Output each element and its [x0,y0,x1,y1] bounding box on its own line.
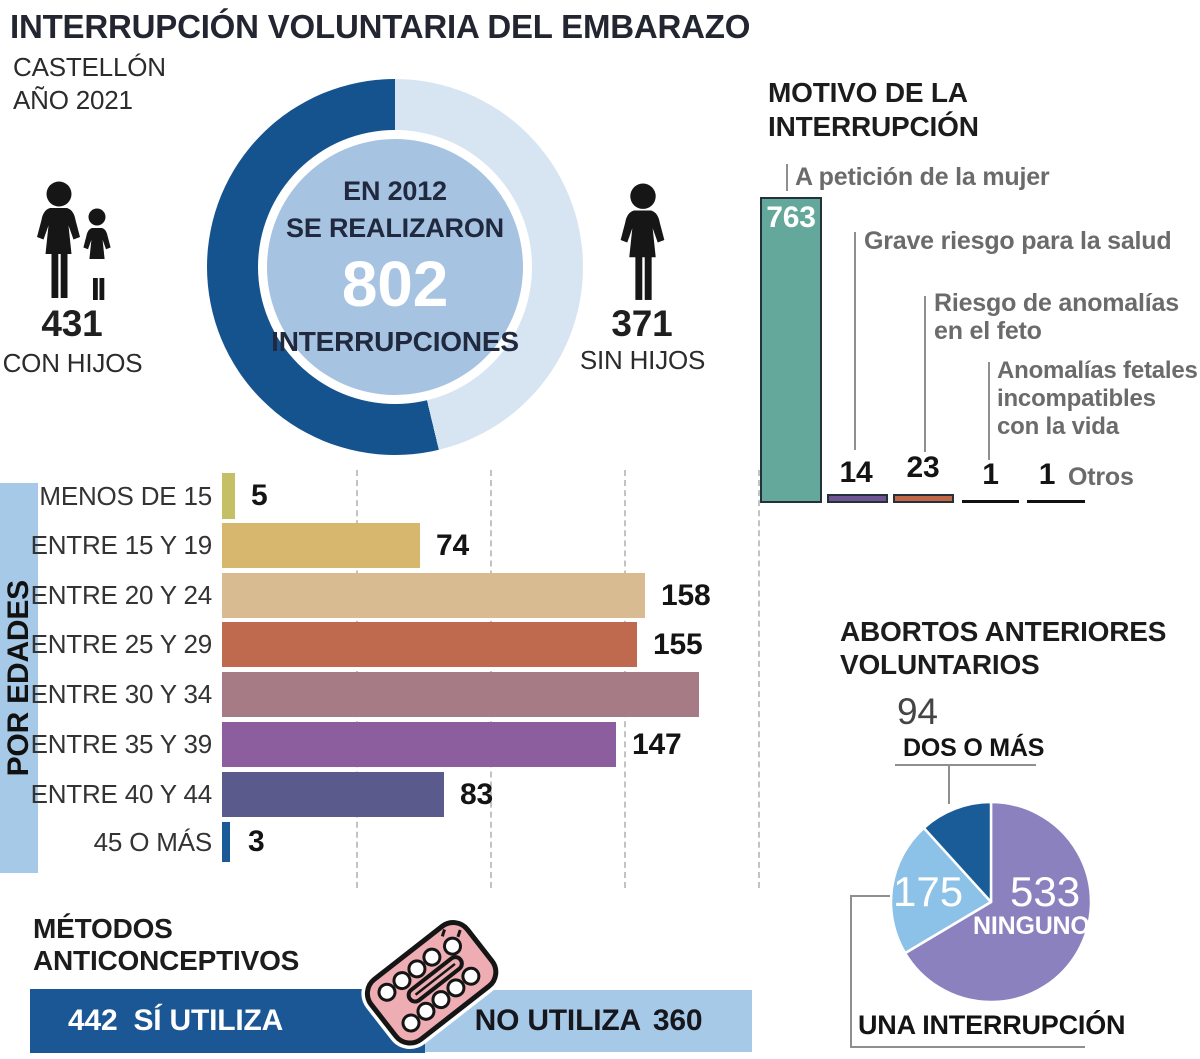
si-utiliza-value: 442 [68,1004,118,1037]
age-row-value: 83 [460,778,493,811]
leader-line [895,764,1036,766]
motivo-title-line2: INTERRUPCIÓN [768,111,979,142]
motivo-label-anomalias-fetales-line1: Anomalías fetales [997,357,1198,384]
gridline [758,470,760,888]
age-row-bar [222,772,444,817]
motivo-label-riesgo-anomalias-line2: en el feto [934,317,1042,345]
pie-una-interrupcion-value: 175 [893,868,964,915]
bar-otros [1027,500,1085,503]
age-row-bar [222,573,645,618]
sin-hijos-value: 371 [611,303,673,344]
donut-center-line1: EN 2012 [343,176,447,206]
leader-line [850,1046,1085,1048]
motivo-label-otros: Otros [1068,463,1134,491]
leader-line [854,232,856,450]
age-row-bar [222,822,230,862]
si-utiliza-label: SÍ UTILIZA [133,1004,284,1037]
pill-blister-icon [352,903,510,1059]
age-row-value: 3 [248,825,265,858]
motivo-label-riesgo-anomalias-line1: Riesgo de anomalías [934,289,1179,317]
motivo-label-peticion: A petición de la mujer [795,163,1050,191]
age-row-value: 5 [251,479,268,512]
subtitle-year: AÑO 2021 [13,85,133,115]
metodos-title-line2: ANTICONCEPTIVOS [33,945,300,976]
motivo-label-anomalias-fetales-line2: incompatibles [997,385,1156,412]
age-row-label: ENTRE 25 Y 29 [30,629,212,659]
leader-line [988,362,990,460]
bar-grave-riesgo-value: 14 [839,456,873,489]
leader-line [850,895,852,1048]
age-row-label: ENTRE 40 Y 44 [30,779,212,809]
subtitle-location: CASTELLÓN [13,52,166,82]
leader-line [850,895,890,897]
motivo-label-riesgo-anomalias [934,289,1179,345]
mother-and-child-icon [30,181,114,303]
woman-icon [612,183,674,303]
age-row-label: ENTRE 15 Y 19 [30,530,212,560]
pie-ninguno-value: 533 [1010,868,1081,915]
leader-line [786,164,788,191]
por-edades-axis-label: POR EDADES [2,579,35,777]
donut-center-line3: INTERRUPCIONES [271,326,519,357]
con-hijos-value: 431 [41,303,103,344]
age-row-label: 45 O MÁS [93,827,212,857]
page-title: INTERRUPCIÓN VOLUNTARIA DEL EMBARAZO [10,8,751,45]
age-row-label: ENTRE 20 Y 24 [30,580,212,610]
donut-center [267,139,523,395]
metodos-title-line1: MÉTODOS [33,913,173,944]
bar-peticion-mujer [760,197,822,503]
pie-una-interrupcion-label: UNA INTERRUPCIÓN [858,1010,1126,1040]
age-row-label: ENTRE 30 Y 34 [30,679,212,709]
bar-otros-value: 1 [1038,458,1056,491]
age-row-bar [222,523,420,568]
bar-riesgo-anomalias [893,494,954,503]
donut-center-line2: SE REALIZARON [286,213,504,243]
motivo-label-grave-riesgo: Grave riesgo para la salud [864,227,1172,255]
age-row-value: 147 [632,728,682,761]
abortos-title-line1: ABORTOS ANTERIORES [840,616,1167,647]
age-row-value: 74 [436,529,469,562]
leader-line [924,296,926,452]
age-row-label: MENOS DE 15 [39,481,212,511]
bar-grave-riesgo [827,494,888,503]
age-row-bar [222,622,637,667]
abortos-title-line2: VOLUNTARIOS [840,649,1040,680]
pie-dos-o-mas-value: 94 [897,691,938,732]
pie-ninguno-label: NINGUNO [973,912,1090,940]
bar-riesgo-anomalias-value: 23 [906,451,940,484]
motivo-label-anomalias-fetales-line3: con la vida [997,413,1119,440]
no-utiliza-value: 360 [652,1004,703,1037]
age-row-value: 155 [653,628,703,661]
no-utiliza-label: NO UTILIZA [474,1004,641,1037]
con-hijos-label: CON HIJOS [2,348,143,378]
age-row-label: ENTRE 35 Y 39 [30,729,212,759]
sin-hijos-label: SIN HIJOS [579,345,706,375]
motivo-label-anomalias-fetales [997,357,1198,441]
donut-center-value: 802 [341,248,449,320]
bar-anomalias-fetales-value: 1 [982,458,999,491]
age-row-bar [222,672,699,717]
age-row-value: 158 [661,579,711,612]
pie-dos-o-mas-label: DOS O MÁS [903,734,1045,762]
motivo-title-line1: MOTIVO DE LA [768,77,968,108]
age-row-bar [222,722,616,767]
bar-peticion-value: 763 [766,201,816,235]
bar-anomalias-fetales [962,500,1019,503]
age-row-bar [222,473,235,519]
